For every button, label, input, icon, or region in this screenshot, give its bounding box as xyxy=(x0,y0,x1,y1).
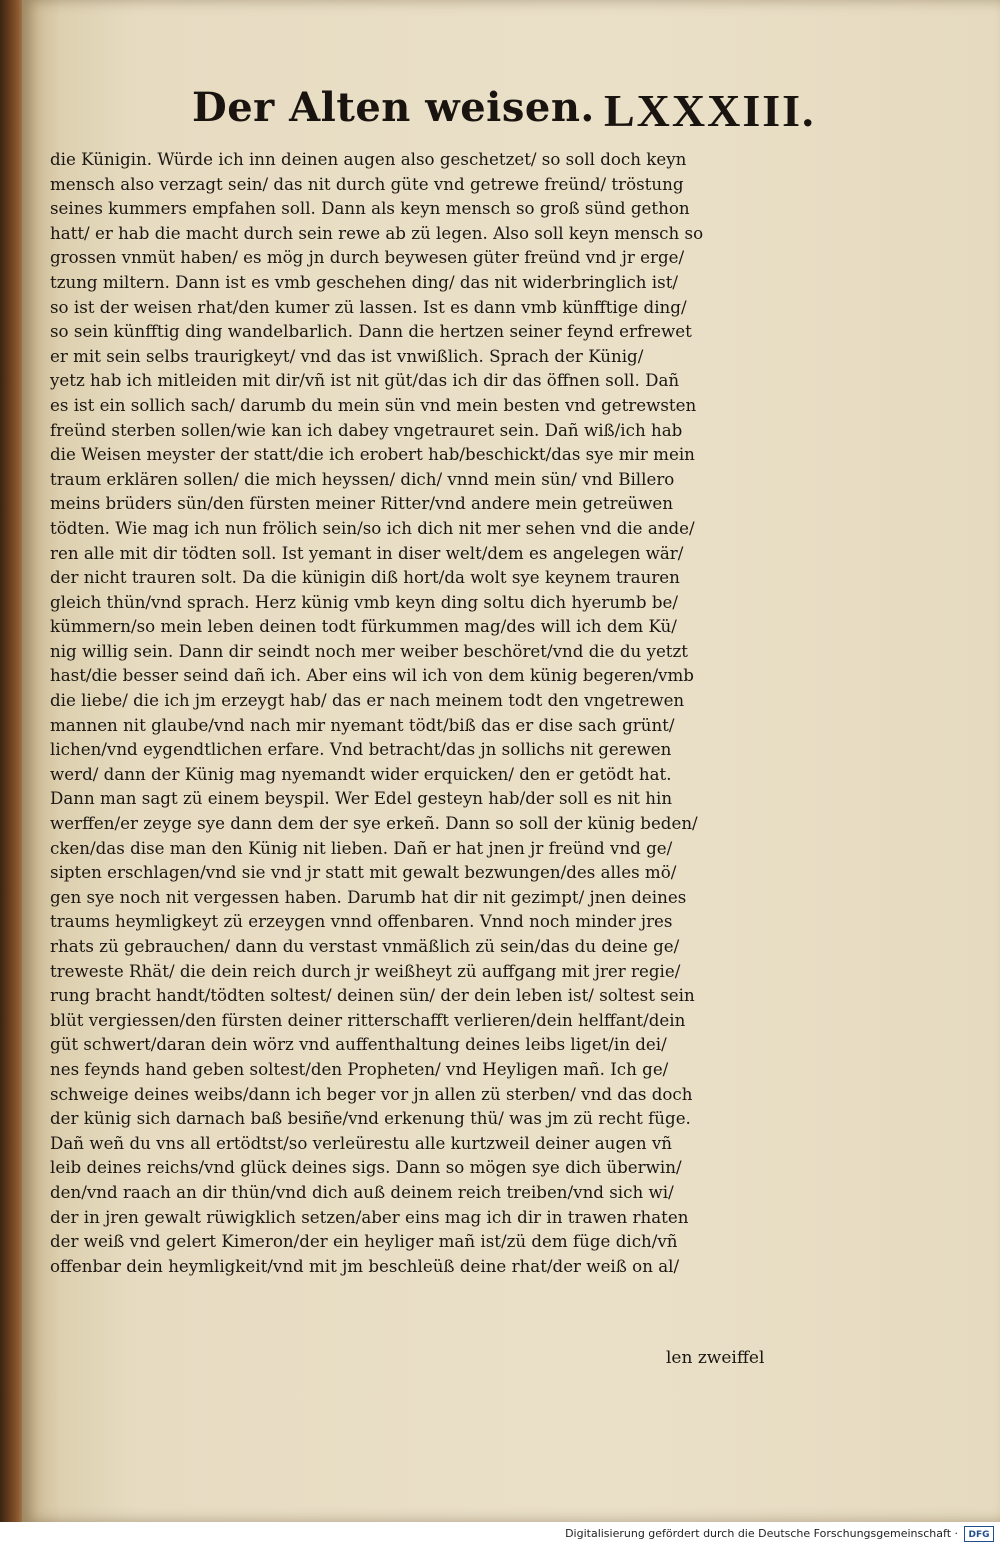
text-line: es ist ein sollich sach/ darumb du mein sün vnd mein besten vnd getrewsten xyxy=(50,395,697,416)
text-line: so sein künfftig ding wandelbarlich. Dann die hertzen seiner feynd erfrewet xyxy=(50,322,692,343)
text-line: die Künigin. Würde ich inn deinen augen also geschetzet/ so soll doch keyn xyxy=(50,150,687,170)
text-line: schweige deines weibs/dann ich beger vor jn allen zü sterben/ vnd das doch xyxy=(50,1084,693,1105)
text-line: der weiß vnd gelert Kimeron/der ein heyliger mañ ist/zü dem füge dich/vñ xyxy=(50,1232,678,1253)
text-line: der künig sich darnach baß besiñe/vnd erkenung thü/ was jm zü recht füge. xyxy=(50,1109,691,1130)
text-line: Dañ weñ du vns all ertödtst/so verleürestu alle kurtzweil deiner augen vñ xyxy=(50,1133,673,1154)
text-line: die liebe/ die ich jm erzeygt hab/ das er nach meinem todt den vngetrewen xyxy=(50,691,685,712)
funding-notice: Digitalisierung gefördert durch die Deutsche Forschungsgemeinschaft · xyxy=(565,1527,958,1540)
text-line: der in jren gewalt rüwigklich setzen/aber eins mag ich dir in trawen rhaten xyxy=(50,1207,689,1228)
text-line: nig willig sein. Dann dir seindt noch mer weiber beschöret/vnd die du yetzt xyxy=(50,641,688,662)
text-line: traum erklären sollen/ die mich heyssen/ dich/ vnnd mein sün/ vnd Billero xyxy=(50,469,675,490)
text-line: den/vnd raach an dir thün/vnd dich auß deinem reich treiben/vnd sich wi/ xyxy=(50,1182,674,1203)
text-line: hast/die besser seind dañ ich. Aber eins wil ich von dem künig begeren/vmb xyxy=(50,666,694,687)
text-line: tödten. Wie mag ich nun frölich sein/so ich dich nit mer sehen vnd die ande/ xyxy=(50,518,695,539)
text-line: leib deines reichs/vnd glück deines sigs. Dann so mögen sye dich überwin/ xyxy=(50,1158,682,1179)
text-line: traums heymligkeyt zü erzeygen vnnd offenbaren. Vnnd noch minder jres xyxy=(50,912,673,933)
text-line: rhats zü gebrauchen/ dann du verstast vnmäßlich zü sein/das du deine ge/ xyxy=(50,937,680,957)
text-line: gen sye noch nit vergessen haben. Darumb hat dir nit gezimpt/ jnen deines xyxy=(50,887,687,908)
text-line: mensch also verzagt sein/ das nit durch güte vnd getrewe freünd/ tröstung xyxy=(50,174,684,195)
text-line: treweste Rhät/ die dein reich durch jr weißheyt zü auffgang mit jrer regie/ xyxy=(50,961,681,982)
text-line: seines kummers empfahen soll. Dann als keyn mensch so groß sünd gethon xyxy=(50,199,690,220)
running-head: Der Alten weisen. xyxy=(192,84,595,131)
text-line: offenbar dein heymligkeit/vnd mit jm beschleüß deine rhat/der weiß on al/ xyxy=(50,1256,680,1277)
text-line: blüt vergiessen/den fürsten deiner ritterschafft verlieren/dein helffant/dein xyxy=(50,1010,686,1031)
text-line: so ist der weisen rhat/den kumer zü lassen. Ist es dann vmb künfftige ding/ xyxy=(50,297,687,318)
text-line: kümmern/so mein leben deinen todt fürkummen mag/des will ich dem Kü/ xyxy=(50,617,677,638)
text-line: er mit sein selbs traurigkeyt/ vnd das ist vnwißlich. Sprach der Künig/ xyxy=(50,346,644,367)
text-line: meins brüders sün/den fürsten meiner Ritter/vnd andere mein getreüwen xyxy=(50,494,673,515)
text-line: grossen vnmüt haben/ es mög jn durch beywesen güter freünd vnd jr erge/ xyxy=(50,248,685,269)
text-line: der nicht trauren solt. Da die künigin diß hort/da wolt sye keynem trauren xyxy=(50,568,680,589)
text-line: werffen/er zeyge sye dann dem der sye erkeñ. Dann so soll der künig beden/ xyxy=(50,814,698,835)
text-line: tzung miltern. Dann ist es vmb geschehen ding/ das nit widerbringlich ist/ xyxy=(50,272,678,293)
text-line: güt schwert/daran dein wörz vnd auffenthaltung deines leibs liget/in dei/ xyxy=(50,1035,667,1056)
text-line: yetz hab ich mitleiden mit dir/vñ ist nit güt/das ich dir das öffnen soll. Dañ xyxy=(50,371,680,392)
dfg-logo-icon: DFG xyxy=(964,1526,994,1542)
footer-bar xyxy=(0,1522,1000,1547)
text-line: freünd sterben sollen/wie kan ich dabey vngetrauret sein. Dañ wiß/ich hab xyxy=(50,420,683,441)
text-line: hatt/ er hab die macht durch sein rewe ab zü legen. Also soll keyn mensch so xyxy=(50,223,704,244)
text-line: Dann man sagt zü einem beyspil. Wer Edel gesteyn hab/der soll es nit hin xyxy=(50,789,673,810)
catchword: len zweiffel xyxy=(666,1348,765,1368)
text-line: ren alle mit dir tödten soll. Ist yemant in diser welt/dem es angelegen wär/ xyxy=(50,543,684,564)
text-block xyxy=(50,148,810,1279)
folio-number: LXXXIII. xyxy=(604,85,816,136)
text-line: die Weisen meyster der statt/die ich erobert hab/beschickt/das sye mir mein xyxy=(50,445,695,466)
text-line: nes feynds hand geben soltest/den Propheten/ vnd Heyligen mañ. Ich ge/ xyxy=(50,1059,669,1080)
text-line: werd/ dann der Künig mag nyemandt wider erquicken/ den er getödt hat. xyxy=(50,764,672,785)
text-line: mannen nit glaube/vnd nach mir nyemant tödt/biß das er dise sach grünt/ xyxy=(50,715,675,736)
text-line: sipten erschlagen/vnd sie vnd jr statt mit gewalt bezwungen/des alles mö/ xyxy=(50,863,677,884)
text-line: gleich thün/vnd sprach. Herz künig vmb keyn ding soltu dich hyerumb be/ xyxy=(50,592,678,613)
text-line: lichen/vnd eygendtlichen erfare. Vnd betracht/das jn sollichs nit gerewen xyxy=(50,740,672,761)
text-line: rung bracht handt/tödten soltest/ deinen sün/ der dein leben ist/ soltest sein xyxy=(50,986,695,1007)
text-line: cken/das dise man den Künig nit lieben. Dañ er hat jnen jr freünd vnd ge/ xyxy=(50,838,673,859)
